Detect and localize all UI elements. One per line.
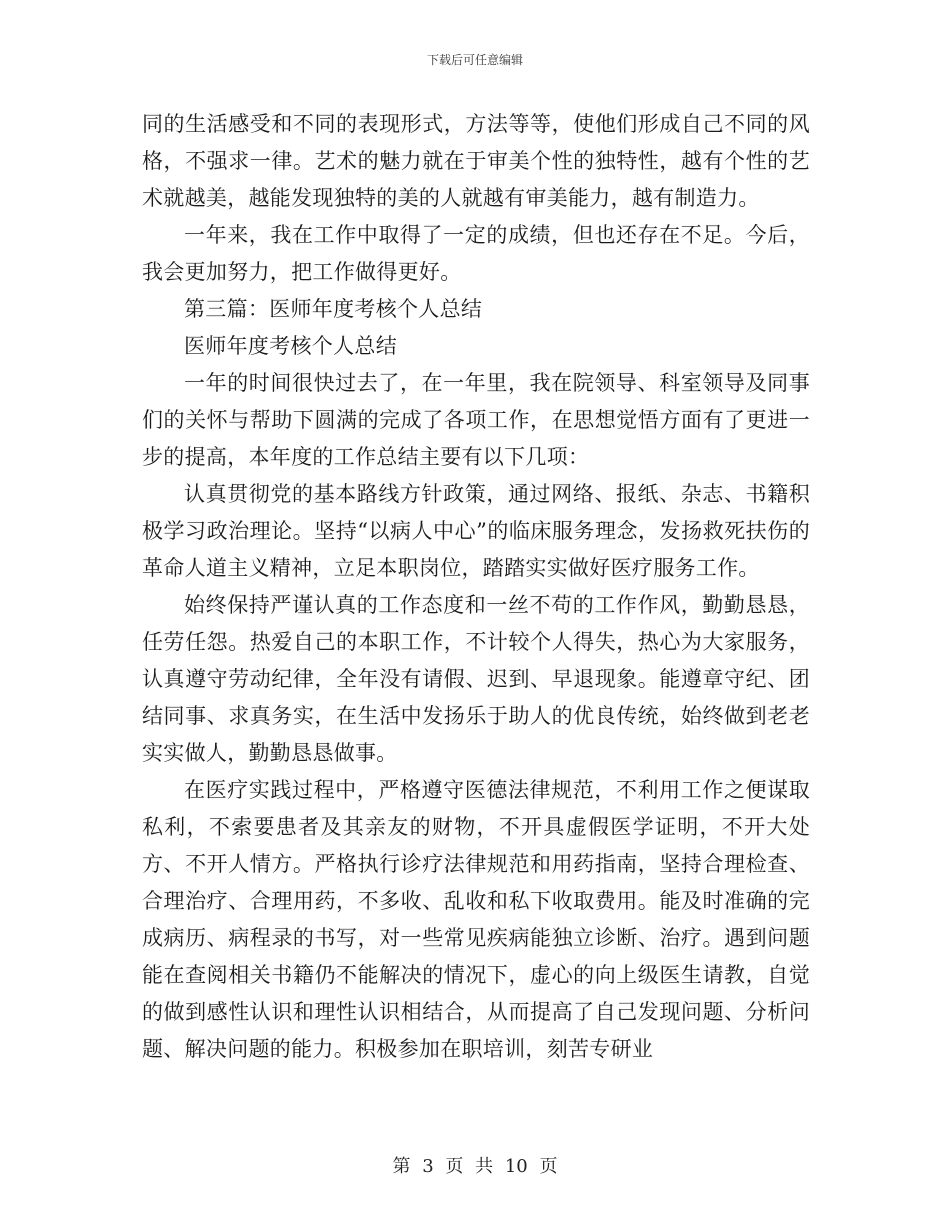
paragraph-conclusion: 一年来，我在工作中取得了一定的成绩，但也还存在不足。今后，我会更加努力，把工作做得更好。 xyxy=(142,223,810,284)
paragraph-intro: 一年的时间很快过去了，在一年里，我在院领导、科室领导及同事们的关怀与帮助下圆满的完成了各项工作，在思想觉悟方面有了更进一步的提高，本年度的工作总结主要有以下几项： xyxy=(142,371,810,469)
paragraph-medical-practice: 在医疗实践过程中，严格遵守医德法律规范，不利用工作之便谋取私利，不索要患者及其亲友的财物，不开具虚假医学证明，不开大处方、不开人情方。严格执行诊疗法律规范和用药指南，坚持合理检查、合理治疗、合理用药，不多收、乱收和私下收取费用。能及时准确的完成病历、病程录的书写，对一些常见疾病能独立诊断、治疗。遇到问题能在查阅相关书籍仍不能解决的情况下，虚心的向上级医生请教，自觉的做到感性认识和理性认识相结合，从而提高了自己发现问题、分析问题、解决问题的能力。积极参加在职培训，刻苦专研业 xyxy=(142,778,810,1061)
document-title: 医师年度考核个人总结 xyxy=(184,334,397,358)
page-footer: 第 3 页 共 10 页 xyxy=(392,1156,558,1177)
paragraph-continuation: 同的生活感受和不同的表现形式，方法等等，使他们形成自己不同的风格，不强求一律。艺术的魅力就在于审美个性的独特性，越有个性的艺术就越美，越能发现独特的美的人就越有审美能力，越有制造力。 xyxy=(142,112,810,210)
page-header: 下载后可任意编辑 xyxy=(426,53,523,67)
section-heading: 第三篇：医师年度考核个人总结 xyxy=(184,297,483,321)
paragraph-politics: 认真贯彻党的基本路线方针政策，通过网络、报纸、杂志、书籍积极学习政治理论。坚持“以病人中心”的临床服务理念，发扬救死扶伤的革命人道主义精神，立足本职岗位，踏踏实实做好医疗服务工作。 xyxy=(142,482,810,580)
paragraph-attitude: 始终保持严谨认真的工作态度和一丝不苟的工作作风，勤勤恳恳，任劳任怨。热爱自己的本职工作，不计较个人得失，热心为大家服务，认真遵守劳动纪律，全年没有请假、迟到、早退现象。能遵章守纪、团结同事、求真务实，在生活中发扬乐于助人的优良传统，始终做到老老实实做人，勤勤恳恳做事。 xyxy=(142,593,810,765)
document-body xyxy=(142,106,810,1068)
